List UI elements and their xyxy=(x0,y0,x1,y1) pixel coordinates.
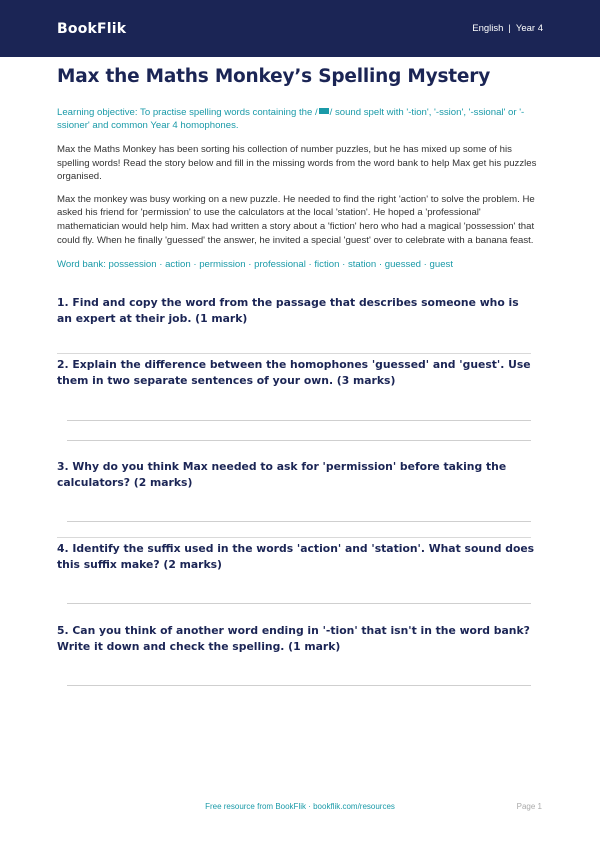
question-2: 2. Explain the difference between the homophones 'guessed' and 'guest'. Use them in two separate sentences of your own. (3 marks) xyxy=(57,358,531,387)
answer-line-5[interactable] xyxy=(67,685,531,686)
phoneme-symbol-icon xyxy=(319,108,329,114)
subject-label: English xyxy=(472,23,504,34)
subject-year-label xyxy=(472,23,543,34)
year-label: Year 4 xyxy=(515,23,543,34)
question-divider xyxy=(57,353,531,354)
question-1: 1. Find and copy the word from the passage that describes someone who is an expert at their job. (1 mark) xyxy=(57,296,519,325)
meta-separator: | xyxy=(508,23,511,34)
site-header xyxy=(0,0,600,57)
objective-text-end: / sound spelt with '-tion', '-ssion', '-ssional' or '-ssioner' and common Year 4 homophones. xyxy=(57,107,525,131)
footer-resource-link[interactable]: Free resource from BookFlik · bookflik.com/resources xyxy=(205,802,395,811)
objective-text-start: Learning objective: To practise spelling words containing the / xyxy=(57,107,318,118)
answer-line-3[interactable] xyxy=(67,521,531,522)
learning-objective xyxy=(57,106,543,132)
question-5: 5. Can you think of another word ending in '-tion' that isn't in the word bank? Write it down and check the spelling. (1 mark) xyxy=(57,624,530,653)
question-divider xyxy=(57,537,531,538)
story-paragraph: Max the monkey was busy working on a new puzzle. He needed to find the right 'action' to solve the problem. He asked his friend for 'permission' to use the calculators at the local 'station'. He hoped a 'professional' mathematician would help him. Max had written a story about a 'fiction' hero who had a magical 'possession' that could fly. When he finally 'guessed' the answer, he invited a special 'guest' over to celebrate with a banana feast. xyxy=(57,193,535,246)
answer-line-2a[interactable] xyxy=(67,420,531,421)
word-bank: Word bank: possession · action · permission · professional · fiction · station · guessed · guest xyxy=(57,259,454,271)
question-3: 3. Why do you think Max needed to ask for 'permission' before taking the calculators? (2 marks) xyxy=(57,460,507,489)
intro-paragraph: Max the Maths Monkey has been sorting his collection of number puzzles, but he has mixed up some of his spelling words! Read the story below and fill in the missing words from the word bank to help Max get his puzzles organised. xyxy=(57,144,537,183)
worksheet-intro xyxy=(57,66,543,271)
brand-logo[interactable]: BookFlik xyxy=(57,20,127,37)
page-title: Max the Maths Monkey’s Spelling Mystery xyxy=(57,66,491,87)
answer-line-2b[interactable] xyxy=(67,440,531,441)
answer-line-4[interactable] xyxy=(67,603,531,604)
page-number: Page 1 xyxy=(516,802,542,811)
question-4: 4. Identify the suffix used in the words 'action' and 'station'. What sound does this suffix make? (2 marks) xyxy=(57,542,535,571)
